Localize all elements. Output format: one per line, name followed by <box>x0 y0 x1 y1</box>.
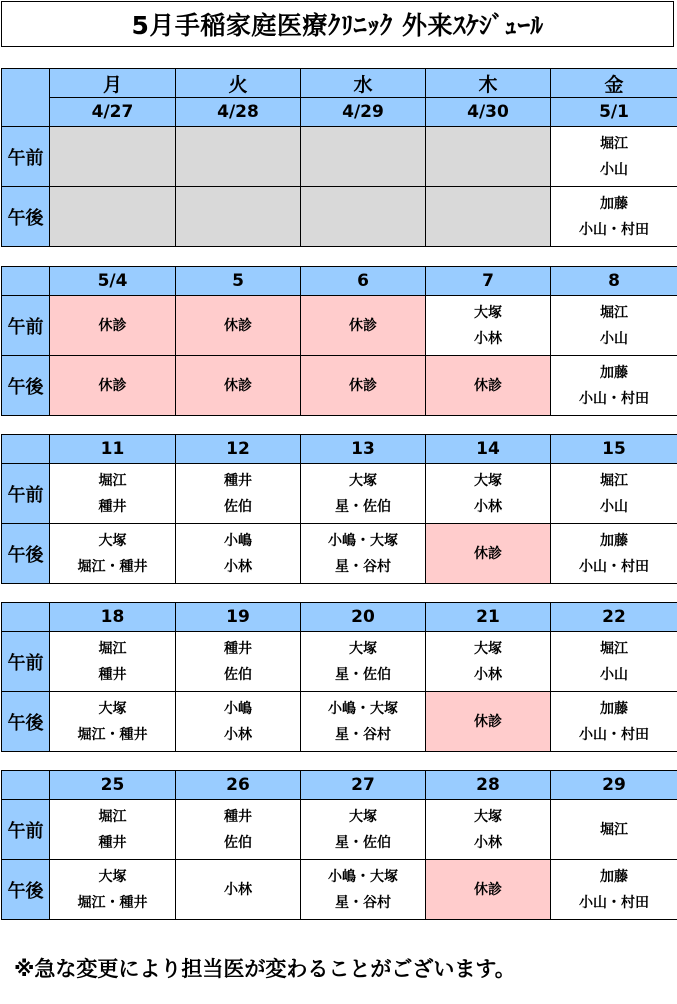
doctor-name: 種井 <box>98 498 127 515</box>
afternoon-row <box>2 187 677 247</box>
day-name-4: 金 <box>551 69 677 98</box>
date-cell: 27 <box>301 771 426 800</box>
doctor-name: 大塚 <box>349 808 377 825</box>
date-cell: 7 <box>426 267 551 296</box>
doctor-cell <box>301 800 426 860</box>
doctor-name: 星・谷村 <box>335 894 391 911</box>
doctor-cell <box>176 524 301 584</box>
doctor-name: 種井 <box>98 666 127 683</box>
doctor-name: 星・佐伯 <box>335 834 391 851</box>
doctor-cell <box>50 800 176 860</box>
afternoon-label: 午後 <box>2 356 50 416</box>
doctor-name: 休診 <box>474 713 502 730</box>
doctor-name: 小嶋 <box>224 532 252 549</box>
doctor-cell <box>551 464 677 524</box>
week-table <box>1 770 677 920</box>
doctor-cell <box>551 296 677 356</box>
no-clinic-cell <box>50 187 176 247</box>
closed-cell <box>176 356 301 416</box>
closed-cell <box>426 356 551 416</box>
doctor-name: 小林 <box>224 881 252 898</box>
morning-label: 午前 <box>2 127 50 187</box>
date-cell: 11 <box>50 435 176 464</box>
doctor-name: 小林 <box>474 498 502 515</box>
morning-row <box>2 464 677 524</box>
doctor-name: 堀江・種井 <box>77 558 148 575</box>
doctor-name: 小林 <box>224 558 252 575</box>
doctor-cell <box>50 464 176 524</box>
date-cell: 29 <box>551 771 677 800</box>
afternoon-label: 午後 <box>2 187 50 247</box>
doctor-name: 小嶋 <box>224 700 252 717</box>
doctor-cell <box>301 632 426 692</box>
date-cell: 6 <box>301 267 426 296</box>
doctor-cell <box>551 800 677 860</box>
doctor-name: 小嶋・大塚 <box>328 700 398 717</box>
doctor-cell <box>50 860 176 920</box>
doctor-name: 休診 <box>98 377 127 394</box>
morning-label: 午前 <box>2 464 50 524</box>
date-row <box>2 435 677 464</box>
header-corner <box>2 603 50 632</box>
doctor-name: 小林 <box>224 726 252 743</box>
date-cell: 20 <box>301 603 426 632</box>
doctor-cell <box>426 464 551 524</box>
doctor-name: 大塚 <box>474 640 502 657</box>
doctor-cell <box>50 524 176 584</box>
doctor-name: 小林 <box>474 834 502 851</box>
afternoon-label: 午後 <box>2 692 50 752</box>
afternoon-row <box>2 356 677 416</box>
doctor-cell <box>176 464 301 524</box>
header-corner <box>2 267 50 296</box>
doctor-name: 堀江 <box>98 640 127 657</box>
doctor-name: 加藤 <box>600 700 628 717</box>
week-table <box>1 68 677 247</box>
doctor-name: 星・佐伯 <box>335 498 391 515</box>
date-row <box>2 771 677 800</box>
doctor-name: 種井 <box>98 834 127 851</box>
doctor-cell <box>551 524 677 584</box>
doctor-name: 休診 <box>349 317 377 334</box>
doctor-cell <box>426 296 551 356</box>
doctor-name: 小林 <box>474 330 502 347</box>
date-cell: 13 <box>301 435 426 464</box>
header-corner <box>2 771 50 800</box>
date-cell: 5/4 <box>50 267 176 296</box>
doctor-name: 種井 <box>224 472 252 489</box>
doctor-name: 休診 <box>224 377 252 394</box>
header-corner <box>2 435 50 464</box>
date-row <box>2 267 677 296</box>
doctor-name: 堀江 <box>600 472 628 489</box>
doctor-cell <box>50 692 176 752</box>
doctor-name: 休診 <box>474 377 502 394</box>
afternoon-row <box>2 524 677 584</box>
doctor-cell <box>301 860 426 920</box>
date-row <box>2 603 677 632</box>
doctor-name: 堀江・種井 <box>77 726 148 743</box>
morning-label: 午前 <box>2 800 50 860</box>
no-clinic-cell <box>301 187 426 247</box>
doctor-name: 小山 <box>600 161 628 178</box>
footer-note: ※急な変更により担当医が変わることがございます。 <box>14 957 516 981</box>
date-row <box>2 98 677 127</box>
doctor-cell <box>426 800 551 860</box>
doctor-name: 小山 <box>600 330 628 347</box>
closed-cell <box>426 860 551 920</box>
doctor-name: 加藤 <box>600 195 628 212</box>
page-title: 5月手稲家庭医療ｸﾘﾆｯｸ 外来ｽｹｼﾞｭｰﾙ <box>1 1 674 47</box>
doctor-name: 休診 <box>349 377 377 394</box>
week-table <box>1 266 677 416</box>
closed-cell <box>301 296 426 356</box>
doctor-name: 堀江 <box>98 808 127 825</box>
doctor-name: 佐伯 <box>224 834 252 851</box>
date-cell: 21 <box>426 603 551 632</box>
doctor-cell <box>176 800 301 860</box>
morning-label: 午前 <box>2 632 50 692</box>
afternoon-row <box>2 860 677 920</box>
closed-cell <box>426 692 551 752</box>
doctor-name: 休診 <box>98 317 127 334</box>
doctor-name: 小山 <box>600 498 628 515</box>
doctor-cell <box>176 632 301 692</box>
no-clinic-cell <box>301 127 426 187</box>
morning-row <box>2 800 677 860</box>
doctor-cell <box>50 632 176 692</box>
closed-cell <box>426 524 551 584</box>
doctor-name: 堀江 <box>600 640 628 657</box>
doctor-cell <box>551 860 677 920</box>
doctor-cell <box>551 692 677 752</box>
date-cell: 28 <box>426 771 551 800</box>
doctor-name: 小林 <box>474 666 502 683</box>
doctor-cell <box>551 356 677 416</box>
day-name-0: 月 <box>50 69 176 98</box>
doctor-cell <box>176 860 301 920</box>
date-cell: 14 <box>426 435 551 464</box>
day-name-row <box>2 69 677 98</box>
date-cell: 5 <box>176 267 301 296</box>
afternoon-label: 午後 <box>2 524 50 584</box>
doctor-name: 佐伯 <box>224 666 252 683</box>
morning-row <box>2 296 677 356</box>
week-table <box>1 434 677 584</box>
doctor-name: 休診 <box>224 317 252 334</box>
doctor-name: 大塚 <box>474 808 502 825</box>
closed-cell <box>50 356 176 416</box>
date-cell: 4/29 <box>301 98 426 127</box>
doctor-name: 種井 <box>224 808 252 825</box>
doctor-name: 大塚 <box>98 868 127 885</box>
doctor-name: 大塚 <box>474 472 502 489</box>
doctor-name: 小山・村田 <box>579 558 649 575</box>
day-name-3: 木 <box>426 69 551 98</box>
morning-row <box>2 632 677 692</box>
no-clinic-cell <box>176 187 301 247</box>
no-clinic-cell <box>426 187 551 247</box>
no-clinic-cell <box>176 127 301 187</box>
doctor-cell <box>551 187 677 247</box>
afternoon-row <box>2 692 677 752</box>
doctor-name: 小山 <box>600 666 628 683</box>
doctor-name: 大塚 <box>474 304 502 321</box>
date-cell: 4/28 <box>176 98 301 127</box>
doctor-name: 星・佐伯 <box>335 666 391 683</box>
doctor-name: 小嶋・大塚 <box>328 868 398 885</box>
doctor-cell <box>551 127 677 187</box>
doctor-name: 堀江 <box>600 135 628 152</box>
afternoon-label: 午後 <box>2 860 50 920</box>
doctor-name: 大塚 <box>98 700 127 717</box>
doctor-name: 大塚 <box>349 640 377 657</box>
doctor-name: 大塚 <box>349 472 377 489</box>
no-clinic-cell <box>426 127 551 187</box>
doctor-name: 加藤 <box>600 868 628 885</box>
closed-cell <box>176 296 301 356</box>
date-cell: 26 <box>176 771 301 800</box>
doctor-name: 休診 <box>474 881 502 898</box>
doctor-name: 星・谷村 <box>335 558 391 575</box>
closed-cell <box>50 296 176 356</box>
doctor-name: 種井 <box>224 640 252 657</box>
morning-row <box>2 127 677 187</box>
doctor-cell <box>426 632 551 692</box>
doctor-cell <box>301 464 426 524</box>
closed-cell <box>301 356 426 416</box>
doctor-name: 堀江・種井 <box>77 894 148 911</box>
date-cell: 12 <box>176 435 301 464</box>
doctor-name: 小山・村田 <box>579 894 649 911</box>
doctor-name: 加藤 <box>600 532 628 549</box>
date-cell: 18 <box>50 603 176 632</box>
date-cell: 25 <box>50 771 176 800</box>
doctor-name: 小山・村田 <box>579 221 649 238</box>
doctor-name: 小山・村田 <box>579 726 649 743</box>
doctor-name: 加藤 <box>600 364 628 381</box>
doctor-name: 佐伯 <box>224 498 252 515</box>
date-cell: 4/30 <box>426 98 551 127</box>
no-clinic-cell <box>50 127 176 187</box>
week-table <box>1 602 677 752</box>
doctor-cell <box>551 632 677 692</box>
date-cell: 4/27 <box>50 98 176 127</box>
doctor-name: 堀江 <box>600 304 628 321</box>
doctor-cell <box>301 524 426 584</box>
doctor-name: 堀江 <box>600 821 628 838</box>
doctor-name: 堀江 <box>98 472 127 489</box>
date-cell: 5/1 <box>551 98 677 127</box>
day-name-1: 火 <box>176 69 301 98</box>
doctor-name: 小山・村田 <box>579 390 649 407</box>
morning-label: 午前 <box>2 296 50 356</box>
doctor-name: 小嶋・大塚 <box>328 532 398 549</box>
header-corner <box>2 69 50 127</box>
doctor-cell <box>301 692 426 752</box>
doctor-cell <box>176 692 301 752</box>
day-name-2: 水 <box>301 69 426 98</box>
doctor-name: 大塚 <box>98 532 127 549</box>
date-cell: 22 <box>551 603 677 632</box>
doctor-name: 星・谷村 <box>335 726 391 743</box>
doctor-name: 休診 <box>474 545 502 562</box>
date-cell: 19 <box>176 603 301 632</box>
date-cell: 8 <box>551 267 677 296</box>
date-cell: 15 <box>551 435 677 464</box>
